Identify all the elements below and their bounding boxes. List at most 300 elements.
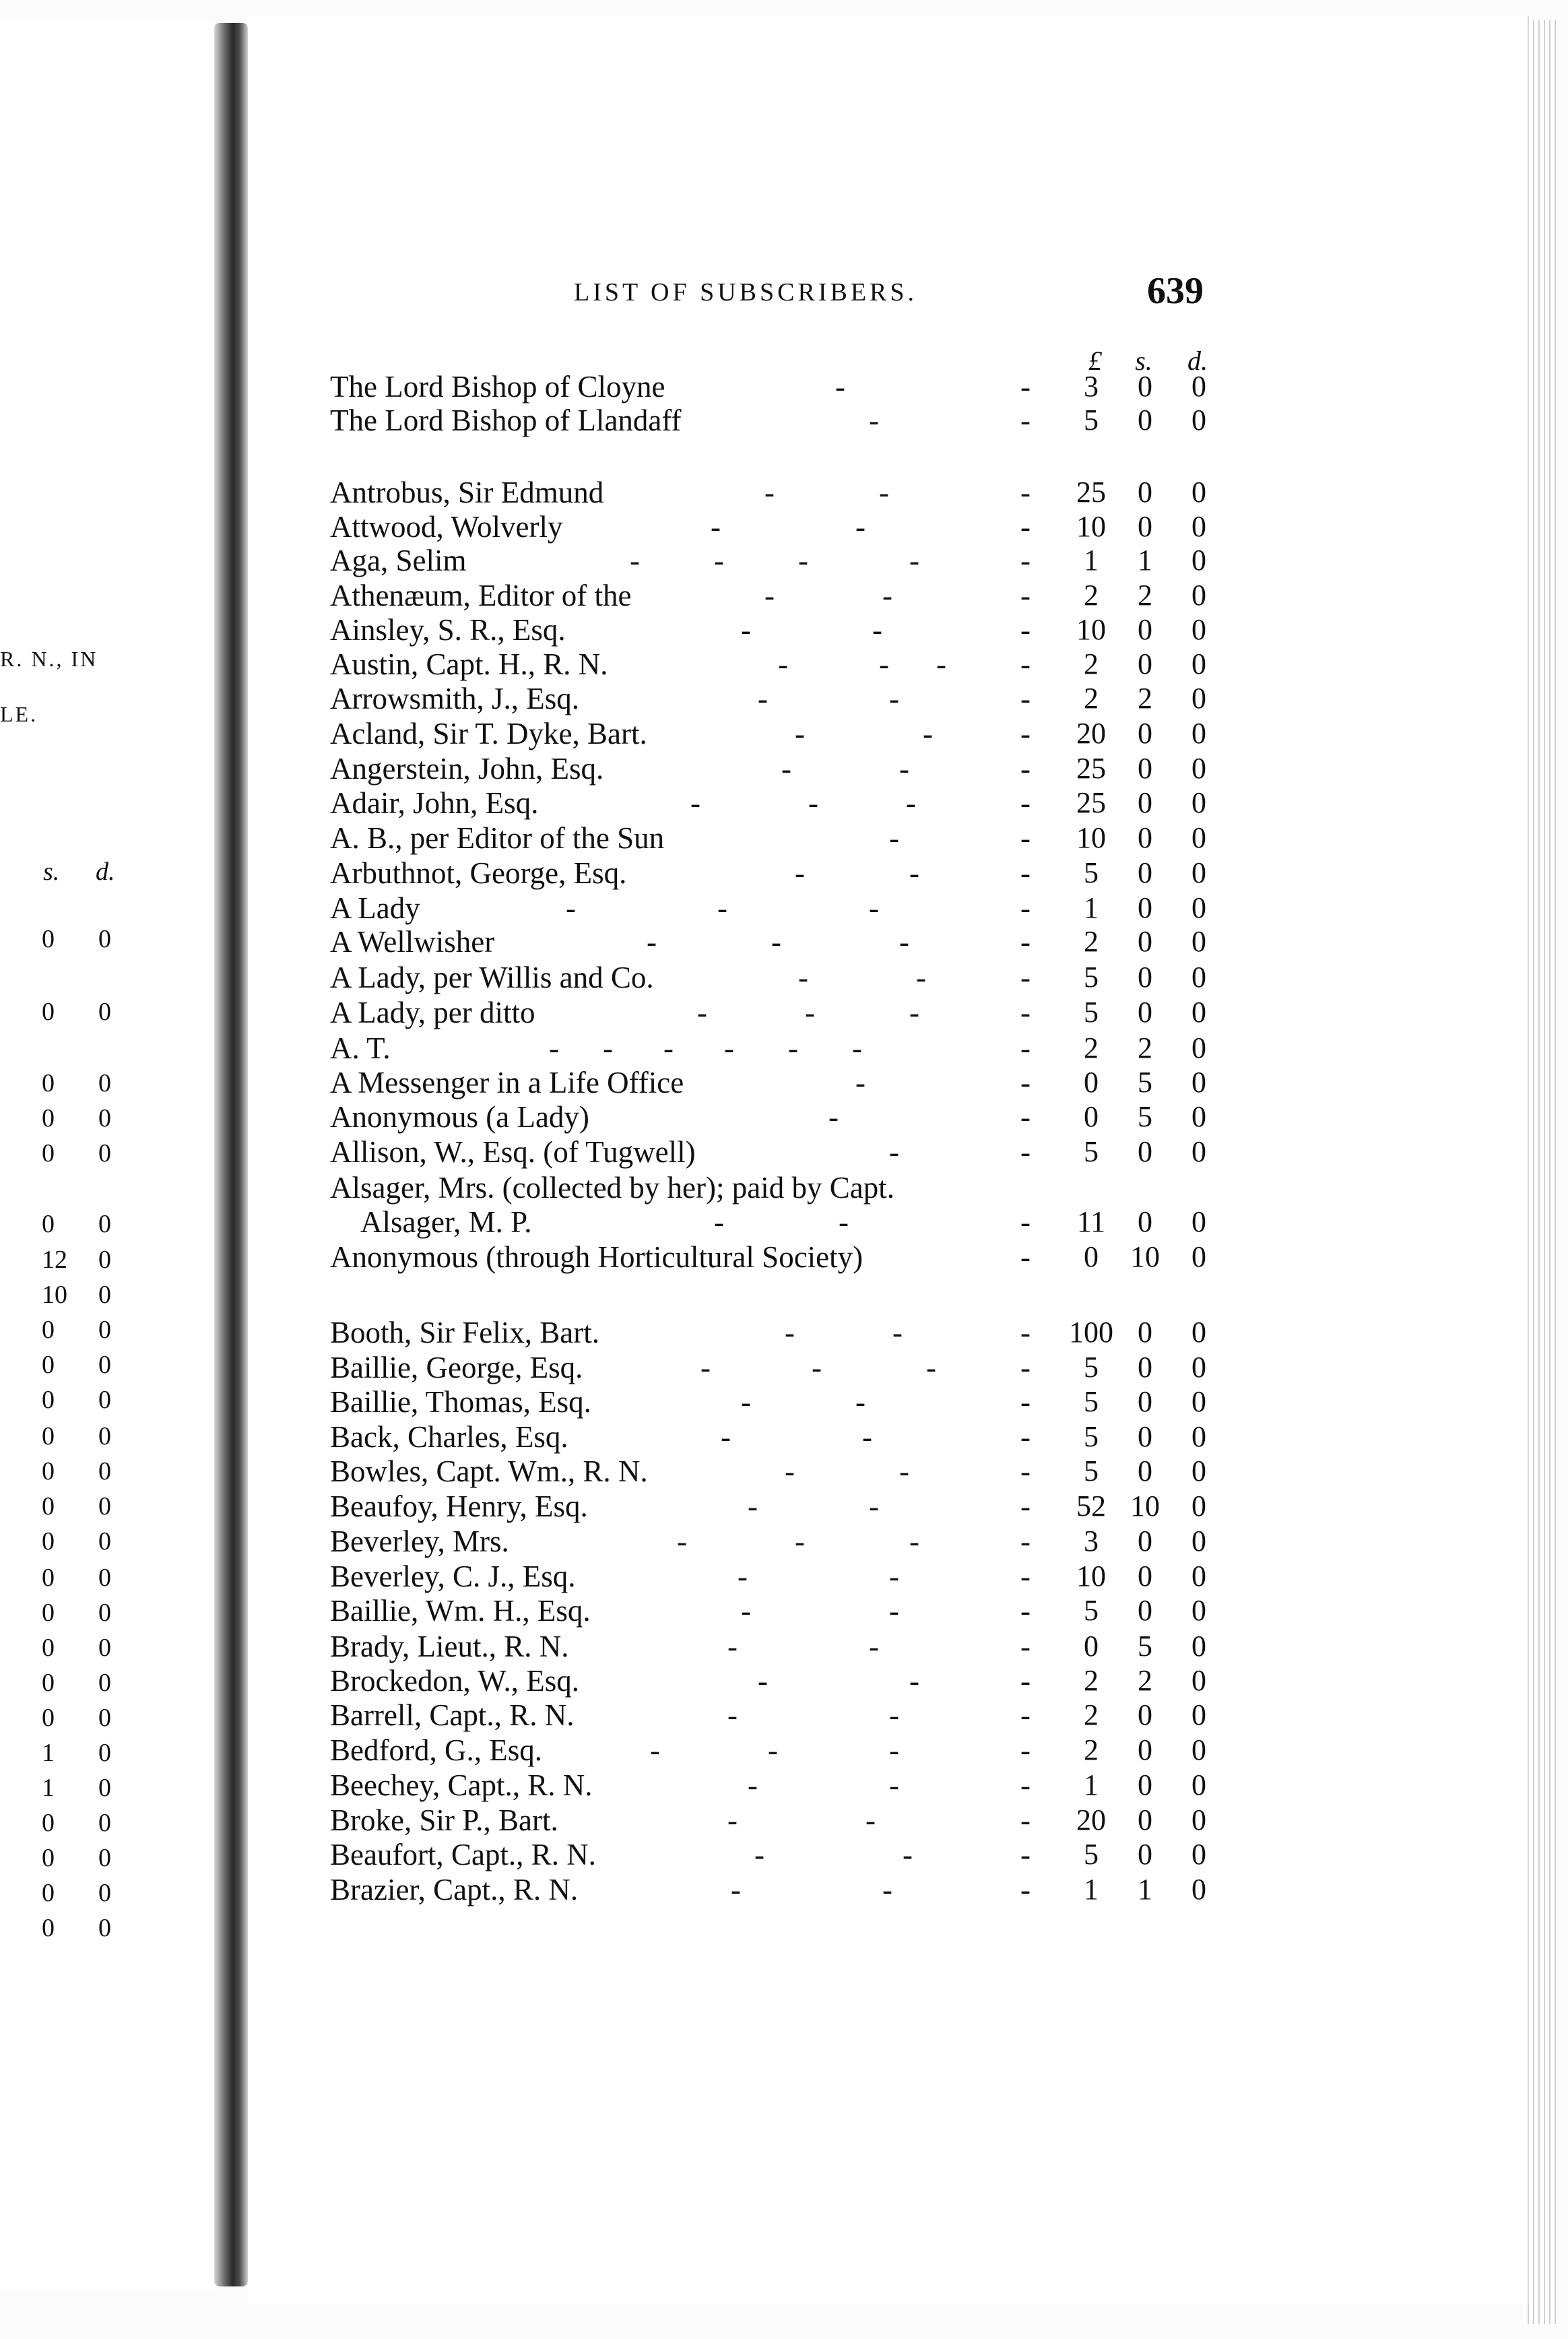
left-amount-shillings: 0 <box>42 1316 55 1344</box>
amount-pounds: 25 <box>1076 476 1106 509</box>
subscriber-name: Barrell, Capt., R. N. <box>330 1698 575 1732</box>
amount-pence: 0 <box>1191 1594 1206 1627</box>
subscriber-name: The Lord Bishop of Cloyne <box>330 370 665 404</box>
subscriber-name: Angerstein, John, Esq. <box>330 752 604 786</box>
leader-dash: - <box>785 1316 795 1349</box>
amount-pence: 0 <box>1191 1838 1206 1871</box>
left-amount-shillings: 0 <box>42 1527 55 1556</box>
leader-dash: - <box>795 1525 805 1558</box>
amount-shillings: 0 <box>1138 1205 1152 1238</box>
leader-dash: - <box>909 1664 919 1698</box>
leader-dash: - <box>758 1664 768 1698</box>
leader-dash: - <box>1020 717 1031 750</box>
subscriber-name: Brockedon, W., Esq. <box>330 1664 579 1698</box>
leader-dash: - <box>1020 1100 1031 1134</box>
amount-pence: 0 <box>1191 996 1206 1029</box>
leader-dash: - <box>1020 891 1031 925</box>
leader-dash: - <box>721 1420 731 1454</box>
amount-pence: 0 <box>1191 786 1206 819</box>
leader-dash: - <box>1020 1066 1031 1099</box>
leader-dash: - <box>909 856 919 890</box>
amount-pounds: 5 <box>1084 1838 1099 1871</box>
leader-dash: - <box>795 856 805 890</box>
left-amount-shillings: 0 <box>42 1809 55 1837</box>
amount-pence: 0 <box>1191 1733 1206 1766</box>
leader-dash: - <box>882 579 892 612</box>
amount-shillings: 0 <box>1138 1698 1152 1731</box>
amount-pounds: 10 <box>1076 613 1106 646</box>
previous-page-fragment <box>0 20 214 2290</box>
amount-shillings: 0 <box>1138 856 1152 889</box>
subscriber-name: A Wellwisher <box>330 925 495 959</box>
amount-shillings: 2 <box>1138 1664 1152 1697</box>
leader-dash: - <box>1020 1803 1031 1837</box>
amount-pence: 0 <box>1191 1420 1206 1453</box>
leader-dash: - <box>714 544 724 577</box>
leader-dash: - <box>889 1594 899 1628</box>
amount-pounds: 1 <box>1084 891 1099 924</box>
amount-shillings: 0 <box>1138 1768 1152 1801</box>
amount-pence: 0 <box>1191 821 1206 854</box>
amount-pounds: 2 <box>1084 682 1099 715</box>
subscriber-name: Attwood, Wolverly <box>330 510 563 544</box>
left-amount-pence: 0 <box>98 1422 111 1450</box>
leader-dash: - <box>1020 1525 1031 1558</box>
leader-dash: - <box>879 476 889 509</box>
leader-dash: - <box>603 1031 613 1065</box>
leader-dash: - <box>1020 1664 1031 1698</box>
subscriber-name: Baillie, Wm. H., Esq. <box>330 1594 591 1628</box>
left-amount-pence: 0 <box>98 1879 111 1907</box>
subscriber-name: Anonymous (through Horticultural Society) <box>330 1240 863 1274</box>
subscriber-name: Austin, Capt. H., R. N. <box>330 647 608 681</box>
subscriber-name: Aga, Selim <box>330 544 467 577</box>
subscriber-name: Acland, Sir T. Dyke, Bart. <box>330 717 647 750</box>
subscriber-name: Allison, W., Esq. (of Tugwell) <box>330 1135 696 1169</box>
left-amount-shillings: 0 <box>42 1564 55 1592</box>
amount-pounds: 5 <box>1084 856 1099 889</box>
leader-dash: - <box>862 1420 872 1454</box>
amount-pence: 0 <box>1191 752 1206 785</box>
leader-dash: - <box>1020 856 1031 890</box>
amount-pounds: 5 <box>1084 1594 1099 1627</box>
left-amount-shillings: 0 <box>42 1599 55 1627</box>
amount-shillings: 0 <box>1138 786 1152 819</box>
subscriber-name: Baillie, Thomas, Esq. <box>330 1385 591 1419</box>
amount-pence: 0 <box>1191 1100 1206 1133</box>
amount-shillings: 0 <box>1138 510 1152 543</box>
page-number: 639 <box>1147 270 1204 312</box>
amount-pence: 0 <box>1191 1066 1206 1099</box>
amount-shillings: 0 <box>1138 1733 1152 1766</box>
leader-dash: - <box>650 1733 660 1767</box>
amount-pounds: 5 <box>1084 1351 1099 1384</box>
leader-dash: - <box>882 1873 892 1907</box>
amount-pence: 0 <box>1191 1240 1206 1273</box>
amount-pence: 0 <box>1191 925 1206 958</box>
leader-dash: - <box>630 544 640 577</box>
amount-shillings: 0 <box>1138 1135 1152 1168</box>
left-amount-pence: 0 <box>98 1104 111 1132</box>
left-amount-shillings: 1 <box>42 1739 55 1767</box>
subscriber-name: Beechey, Capt., R. N. <box>330 1768 593 1802</box>
subscriber-name: Broke, Sir P., Bart. <box>330 1803 558 1837</box>
amount-shillings: 2 <box>1138 1031 1152 1064</box>
leader-dash: - <box>1020 1351 1031 1384</box>
leader-dash: - <box>1020 1031 1031 1065</box>
leader-dash: - <box>892 1316 903 1349</box>
left-amount-pence: 0 <box>98 1739 111 1767</box>
amount-pence: 0 <box>1191 1489 1206 1523</box>
left-amount-pence: 0 <box>98 1914 111 1942</box>
leader-dash: - <box>690 786 700 820</box>
leader-dash: - <box>1020 476 1031 509</box>
amount-pounds: 5 <box>1084 961 1099 994</box>
left-amount-pence: 0 <box>98 1246 111 1274</box>
amount-pence: 0 <box>1191 370 1206 403</box>
leader-dash: - <box>936 647 946 681</box>
leader-dash: - <box>1020 1454 1031 1488</box>
left-amount-pence: 0 <box>98 1210 111 1238</box>
amount-pounds: 1 <box>1084 544 1099 577</box>
subscriber-name: Brazier, Capt., R. N. <box>330 1873 579 1907</box>
left-amount-pence: 0 <box>98 1774 111 1802</box>
leader-dash: - <box>727 1698 738 1732</box>
amount-shillings: 0 <box>1138 1420 1152 1453</box>
leader-dash: - <box>808 786 818 820</box>
subscriber-name: Athenæum, Editor of the <box>330 579 632 612</box>
amount-pence: 0 <box>1191 1630 1206 1663</box>
left-amount-pence: 0 <box>98 1809 111 1837</box>
amount-pounds: 25 <box>1076 786 1106 819</box>
leader-dash: - <box>663 1031 674 1065</box>
leader-dash: - <box>1020 1594 1031 1628</box>
left-amount-pence: 0 <box>98 1527 111 1556</box>
amount-pounds: 52 <box>1076 1489 1106 1523</box>
leader-dash: - <box>1020 1560 1031 1593</box>
leader-dash: - <box>926 1351 936 1384</box>
leader-dash: - <box>1020 1698 1031 1732</box>
amount-pence: 0 <box>1191 717 1206 750</box>
subscriber-name: Arbuthnot, George, Esq. <box>330 856 627 890</box>
leader-dash: - <box>1020 1420 1031 1454</box>
amount-pence: 0 <box>1191 476 1206 509</box>
amount-pounds: 2 <box>1084 1664 1099 1697</box>
subscriber-name: A Lady, per Willis and Co. <box>330 961 654 994</box>
leader-dash: - <box>1020 613 1031 647</box>
amount-pounds: 2 <box>1084 1733 1099 1766</box>
amount-shillings: 0 <box>1138 1560 1152 1593</box>
leader-dash: - <box>1020 961 1031 994</box>
amount-shillings: 0 <box>1138 925 1152 958</box>
leader-dash: - <box>805 996 815 1029</box>
amount-pounds: 5 <box>1084 1454 1099 1487</box>
amount-shillings: 5 <box>1138 1100 1152 1133</box>
leader-dash: - <box>889 1768 899 1802</box>
amount-pence: 0 <box>1191 1316 1206 1349</box>
amount-pounds: 0 <box>1084 1066 1099 1099</box>
amount-shillings: 0 <box>1138 370 1152 403</box>
leader-dash: - <box>1020 647 1031 681</box>
amount-shillings: 0 <box>1138 1385 1152 1418</box>
subscriber-name: A. B., per Editor of the Sun <box>330 821 665 855</box>
leader-dash: - <box>869 1630 879 1663</box>
left-amount-shillings: 1 <box>42 1774 55 1802</box>
leader-dash: - <box>741 1594 751 1628</box>
left-amount-pence: 0 <box>98 1139 111 1167</box>
amount-shillings: 0 <box>1138 821 1152 854</box>
left-amount-pence: 0 <box>98 998 111 1026</box>
leader-dash: - <box>731 1873 741 1907</box>
leader-dash: - <box>781 752 791 786</box>
left-amount-shillings: 0 <box>42 1069 55 1097</box>
amount-shillings: 0 <box>1138 476 1152 509</box>
subscriber-name: A. T. <box>330 1031 391 1065</box>
leader-dash: - <box>647 925 657 959</box>
running-title: LIST OF SUBSCRIBERS. <box>574 278 918 307</box>
left-header-pence: d. <box>96 858 115 886</box>
leader-dash: - <box>785 1454 795 1488</box>
column-header-pounds: £ <box>1088 346 1102 376</box>
left-amount-pence: 0 <box>98 1069 111 1097</box>
leader-dash: - <box>1020 821 1031 855</box>
leader-dash: - <box>852 1031 862 1065</box>
amount-pence: 0 <box>1191 1664 1206 1697</box>
amount-pence: 0 <box>1191 1205 1206 1238</box>
left-fragment-rn-in: R. N., IN <box>0 647 98 671</box>
leader-dash: - <box>855 1385 865 1419</box>
amount-pounds: 3 <box>1084 1525 1099 1558</box>
leader-dash: - <box>889 1135 899 1169</box>
leader-dash: - <box>1020 579 1031 612</box>
left-amount-pence: 0 <box>98 925 111 953</box>
leader-dash: - <box>1020 1489 1031 1523</box>
subscriber-name: Baillie, George, Esq. <box>330 1351 583 1384</box>
column-header-shillings: s. <box>1135 346 1152 376</box>
amount-pounds: 0 <box>1084 1630 1099 1663</box>
leader-dash: - <box>906 786 916 820</box>
amount-pounds: 10 <box>1076 1560 1106 1593</box>
amount-pence: 0 <box>1191 1560 1206 1593</box>
leader-dash: - <box>855 510 865 544</box>
leader-dash: - <box>1020 786 1031 820</box>
leader-dash: - <box>1020 370 1031 404</box>
leader-dash: - <box>909 996 919 1029</box>
left-amount-shillings: 0 <box>42 1210 55 1238</box>
leader-dash: - <box>879 647 889 681</box>
amount-shillings: 1 <box>1138 1873 1152 1906</box>
amount-pence: 0 <box>1191 1385 1206 1418</box>
amount-pence: 0 <box>1191 1803 1206 1836</box>
leader-dash: - <box>865 1803 876 1837</box>
left-amount-pence: 0 <box>98 1351 111 1379</box>
amount-pounds: 5 <box>1084 1385 1099 1418</box>
subscriber-name: Bowles, Capt. Wm., R. N. <box>330 1454 648 1488</box>
leader-dash: - <box>889 1733 899 1767</box>
amount-shillings: 0 <box>1138 613 1152 646</box>
amount-pounds: 10 <box>1076 821 1106 854</box>
leader-dash: - <box>1020 1135 1031 1169</box>
left-amount-shillings: 0 <box>42 1914 55 1942</box>
amount-pence: 0 <box>1191 1454 1206 1487</box>
left-amount-shillings: 0 <box>42 1386 55 1414</box>
leader-dash: - <box>741 1385 751 1419</box>
amount-pounds: 20 <box>1076 717 1106 750</box>
left-amount-pence: 0 <box>98 1564 111 1592</box>
leader-dash: - <box>1020 925 1031 959</box>
amount-shillings: 10 <box>1130 1240 1160 1273</box>
amount-shillings: 0 <box>1138 1454 1152 1487</box>
leader-dash: - <box>717 891 727 925</box>
amount-pence: 0 <box>1191 404 1206 437</box>
amount-shillings: 0 <box>1138 647 1152 680</box>
leader-dash: - <box>899 1454 909 1488</box>
amount-shillings: 0 <box>1138 1594 1152 1627</box>
left-amount-shillings: 0 <box>42 925 55 953</box>
column-header-pence: d. <box>1187 346 1208 376</box>
amount-pounds: 1 <box>1084 1873 1099 1906</box>
left-header-shillings: s. <box>43 858 60 886</box>
amount-pence: 0 <box>1191 682 1206 715</box>
leader-dash: - <box>778 647 788 681</box>
subscriber-name: Ainsley, S. R., Esq. <box>330 613 566 647</box>
amount-pounds: 5 <box>1084 1420 1099 1453</box>
amount-pence: 0 <box>1191 1031 1206 1064</box>
leader-dash: - <box>1020 1768 1031 1802</box>
leader-dash: - <box>748 1768 758 1802</box>
subscriber-name: Beaufort, Capt., R. N. <box>330 1838 596 1871</box>
leader-dash: - <box>1020 1385 1031 1419</box>
amount-shillings: 0 <box>1138 1316 1152 1349</box>
amount-pence: 0 <box>1191 613 1206 646</box>
left-amount-shillings: 0 <box>42 1634 55 1662</box>
left-amount-pence: 0 <box>98 1457 111 1485</box>
subscriber-name: Bedford, G., Esq. <box>330 1733 542 1767</box>
leader-dash: - <box>1020 544 1031 577</box>
leader-dash: - <box>795 717 805 750</box>
leader-dash: - <box>697 996 707 1029</box>
leader-dash: - <box>566 891 576 925</box>
left-amount-shillings: 0 <box>42 1104 55 1132</box>
leader-dash: - <box>835 370 845 404</box>
leader-dash: - <box>1020 996 1031 1029</box>
leader-dash: - <box>714 1205 724 1239</box>
left-amount-pence: 0 <box>98 1844 111 1872</box>
subscriber-name: Booth, Sir Felix, Bart. <box>330 1316 600 1349</box>
amount-shillings: 0 <box>1138 752 1152 785</box>
amount-pounds: 25 <box>1076 752 1106 785</box>
subscriber-name: Alsager, Mrs. (collected by her); paid by Capt. <box>330 1171 894 1205</box>
leader-dash: - <box>677 1525 687 1558</box>
subscriber-name: Arrowsmith, J., Esq. <box>330 682 579 715</box>
leader-dash: - <box>1020 1630 1031 1663</box>
leader-dash: - <box>1020 1205 1031 1239</box>
left-amount-shillings: 0 <box>42 1351 55 1379</box>
amount-pounds: 2 <box>1084 1698 1099 1731</box>
leader-dash: - <box>889 1560 899 1593</box>
amount-pence: 0 <box>1191 544 1206 577</box>
amount-shillings: 2 <box>1138 682 1152 715</box>
subscriber-name: Adair, John, Esq. <box>330 786 539 820</box>
left-amount-shillings: 0 <box>42 998 55 1026</box>
amount-shillings: 0 <box>1138 961 1152 994</box>
amount-pence: 0 <box>1191 1873 1206 1906</box>
leader-dash: - <box>1020 1240 1031 1274</box>
amount-shillings: 0 <box>1138 1838 1152 1871</box>
subscriber-name: Beaufoy, Henry, Esq. <box>330 1489 588 1523</box>
leader-dash: - <box>889 1698 899 1732</box>
leader-dash: - <box>855 1066 865 1099</box>
leader-dash: - <box>758 682 768 715</box>
amount-pounds: 10 <box>1076 510 1106 543</box>
leader-dash: - <box>1020 752 1031 786</box>
leader-dash: - <box>1020 510 1031 544</box>
leader-dash: - <box>711 510 721 544</box>
leader-dash: - <box>1020 404 1031 437</box>
amount-pounds: 5 <box>1084 1135 1099 1168</box>
leader-dash: - <box>788 1031 798 1065</box>
left-amount-shillings: 0 <box>42 1669 55 1697</box>
leader-dash: - <box>869 404 879 437</box>
amount-shillings: 10 <box>1130 1489 1160 1523</box>
left-amount-shillings: 10 <box>42 1281 67 1309</box>
leader-dash: - <box>738 1560 748 1593</box>
subscriber-name: Back, Charles, Esq. <box>330 1420 568 1454</box>
amount-shillings: 0 <box>1138 404 1152 437</box>
left-amount-shillings: 12 <box>42 1246 67 1274</box>
left-amount-shillings: 0 <box>42 1492 55 1520</box>
amount-pounds: 1 <box>1084 1768 1099 1801</box>
leader-dash: - <box>798 961 808 994</box>
amount-shillings: 5 <box>1138 1630 1152 1663</box>
amount-pence: 0 <box>1191 1135 1206 1168</box>
left-amount-pence: 0 <box>98 1316 111 1344</box>
leader-dash: - <box>748 1489 758 1523</box>
left-fragment-le: LE. <box>0 702 38 726</box>
leader-dash: - <box>764 579 775 612</box>
left-amount-pence: 0 <box>98 1386 111 1414</box>
amount-shillings: 0 <box>1138 891 1152 924</box>
amount-pounds: 5 <box>1084 996 1099 1029</box>
leader-dash: - <box>754 1838 764 1871</box>
leader-dash: - <box>909 1525 919 1558</box>
leader-dash: - <box>727 1803 738 1837</box>
leader-dash: - <box>1020 1838 1031 1871</box>
subscriber-name: Alsager, M. P. <box>360 1205 532 1239</box>
amount-pence: 0 <box>1191 891 1206 924</box>
amount-pence: 0 <box>1191 1351 1206 1384</box>
leader-dash: - <box>1020 1873 1031 1907</box>
leader-dash: - <box>899 752 909 786</box>
leader-dash: - <box>764 476 775 509</box>
subscriber-name: Brady, Lieut., R. N. <box>330 1630 569 1663</box>
left-amount-shillings: 0 <box>42 1844 55 1872</box>
amount-shillings: 0 <box>1138 1525 1152 1558</box>
amount-pence: 0 <box>1191 510 1206 543</box>
left-amount-shillings: 0 <box>42 1704 55 1732</box>
leader-dash: - <box>899 925 909 959</box>
leader-dash: - <box>812 1351 822 1384</box>
amount-pounds: 2 <box>1084 925 1099 958</box>
amount-shillings: 0 <box>1138 717 1152 750</box>
amount-pence: 0 <box>1191 961 1206 994</box>
leader-dash: - <box>771 925 781 959</box>
leader-dash: - <box>869 1489 879 1523</box>
leader-dash: - <box>916 961 926 994</box>
amount-pounds: 5 <box>1084 404 1099 437</box>
amount-shillings: 2 <box>1138 579 1152 612</box>
leader-dash: - <box>549 1031 559 1065</box>
